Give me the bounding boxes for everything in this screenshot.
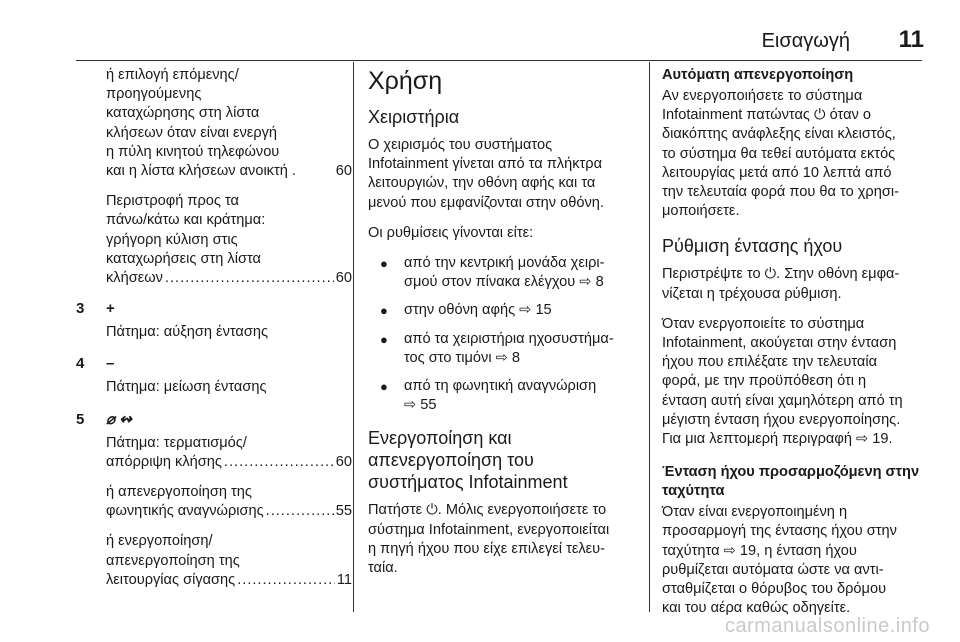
toc-dots	[165, 269, 334, 288]
bullet-item	[368, 377, 634, 415]
title-line: Ένταση ήχου προσαρμοζόμενη στην	[662, 464, 920, 481]
title-line: απενεργοποίηση του	[368, 450, 534, 471]
text-line: πάνω/κάτω και κράτημα:	[106, 212, 266, 229]
text-line: προσαρμογή της έντασης ήχου στην	[662, 523, 897, 540]
toc-text: απόρριψη κλήσης	[106, 453, 222, 470]
page-number: 11	[898, 26, 924, 53]
item-number: 4	[76, 355, 85, 373]
paragraph	[662, 87, 930, 221]
text-line: Περιστρέψτε το ⏻. Στην οθόνη εμφα-	[662, 266, 900, 283]
text-line: Infotainment πατώντας ⏻ όταν ο	[662, 107, 871, 124]
text-line[interactable]: ⇨ 55	[404, 397, 437, 414]
text-line: ● από τα χειριστήρια ηχοσυστήμα-	[404, 330, 614, 347]
toc-dots	[237, 571, 335, 590]
text-line: νίζεται η τρέχουσα ρύθμιση.	[662, 285, 842, 302]
text-line: Ο χειρισμός του συστήματος	[368, 137, 553, 153]
item-number: 5	[76, 410, 85, 428]
toc-line	[106, 162, 352, 181]
text-line: φορά, με την προϋπόθεση ότι η	[662, 373, 867, 390]
text-line: διακόπτης ανάφλεξης είναι κλειστός,	[662, 126, 896, 143]
text-line[interactable]: ● στην οθόνη αφής ⇨ 15	[404, 302, 552, 319]
toc-text: κλήσεων	[106, 270, 163, 287]
text-line: Περιστροφή προς τα	[106, 193, 239, 210]
text-line: γρήγορη κύλιση στις	[106, 231, 238, 248]
text-line: ή απενεργοποίηση της	[106, 484, 252, 501]
paragraph	[662, 315, 930, 449]
bullet-item	[368, 301, 634, 320]
paragraph	[368, 501, 634, 578]
text-line: λειτουργίας μετά από 10 λεπτά από	[662, 164, 892, 181]
text-line: ● από τη φωνητική αναγνώριση	[404, 378, 597, 395]
text-line: η πύλη κινητού τηλεφώνου	[106, 143, 280, 160]
toc-page-ref[interactable]: 60	[335, 270, 352, 287]
text-line: Πάτημα: τερματισμός/	[106, 434, 247, 451]
text-line: Όταν ενεργοποιείτε το σύστημα	[662, 315, 865, 332]
toc-line	[106, 269, 352, 288]
column-divider-1	[353, 62, 354, 612]
item-5	[76, 410, 352, 590]
page-header	[0, 24, 960, 58]
paragraph	[662, 265, 930, 303]
header-title: Εισαγωγή	[761, 30, 850, 52]
section-title: Χρήση	[368, 67, 443, 95]
text-line: ένταση αυτή είναι χαμηλότερη από τη	[662, 392, 903, 409]
text-line[interactable]: ταχύτητα ⇨ 19, η ένταση ήχου	[662, 542, 857, 559]
toc-entry	[106, 532, 352, 590]
text-line: σύστημα Infotainment, ενεργοποιείται	[368, 521, 610, 538]
item-3	[76, 299, 352, 342]
toc-entry	[106, 434, 352, 472]
toc-text: λειτουργίας σίγασης	[106, 571, 236, 588]
text-line[interactable]: σμού στον πίνακα ελέγχου ⇨ 8	[404, 274, 604, 291]
text-line[interactable]: Για μια λεπτομερή περιγραφή ⇨ 19.	[662, 431, 893, 448]
column-divider-2	[649, 62, 650, 612]
subsection-title	[662, 463, 930, 501]
text-line: κλήσεων όταν είναι ενεργή	[106, 124, 278, 141]
text-line: Infotainment, ακούγεται στην ένταση	[662, 335, 897, 352]
text-line: Infotainment γίνεται από τα πλήκτρα	[368, 156, 603, 173]
watermark: carmanualsonline.info	[724, 615, 930, 637]
title-line: ταχύτητα	[662, 483, 725, 500]
text-line: σταθμίζεται ο θόρυβος του δρόμου	[662, 581, 887, 598]
toc-dots	[266, 502, 334, 521]
column-1	[76, 66, 352, 601]
toc-dots	[224, 453, 334, 472]
text-line: μέγιστη ένταση ήχου ενεργοποίησης.	[662, 411, 901, 428]
subsection-title: Ρύθμιση έντασης ήχου	[662, 236, 843, 257]
toc-line	[106, 571, 352, 590]
item-text: Πάτημα: αύξηση έντασης	[106, 324, 269, 341]
text-line: λειτουργιών, την οθόνη αφής και τα	[368, 175, 596, 192]
toc-line	[106, 502, 352, 521]
text-line[interactable]: τος στο τιμόνι ⇨ 8	[404, 349, 521, 366]
toc-text: φωνητικής αναγνώρισης	[106, 503, 264, 520]
text-line: προηγούμενης	[106, 86, 202, 103]
subsection-title: Χειριστήρια	[368, 107, 460, 127]
toc-entry	[106, 192, 352, 288]
title-line: συστήματος Infotainment	[368, 472, 568, 493]
bullet-item	[368, 330, 634, 368]
text-line: ήχου που επιλέξατε την τελευταία	[662, 354, 878, 371]
text-line: ή επιλογή επόμενης/	[106, 67, 239, 83]
item-symbol: –	[106, 355, 115, 373]
column-2	[368, 66, 634, 589]
column-3	[662, 66, 930, 629]
toc-line	[106, 453, 352, 472]
text-line: ή ενεργοποίηση/	[106, 533, 213, 550]
toc-page-ref[interactable]: 55	[335, 503, 352, 520]
text-line: το σύστημα θα τεθεί αυτόματα εκτός	[662, 145, 896, 162]
text-line: ● από την κεντρική μονάδα χειρι-	[404, 255, 605, 272]
item-4	[76, 354, 352, 397]
item-body	[106, 410, 352, 590]
text-line: μενού που εμφανίζονται στην οθόνη.	[368, 194, 604, 211]
text-line: μοποιήσετε.	[662, 203, 740, 220]
toc-entry	[106, 483, 352, 521]
text-line: η πηγή ήχου που είχε επιλεγεί τελευ-	[368, 540, 605, 557]
bullet-item	[368, 254, 634, 292]
paragraph: Οι ρυθμίσεις γίνονται είτε:	[368, 224, 534, 241]
toc-page-ref[interactable]: 60	[335, 163, 352, 180]
text-line: ρυθμίζεται αυτόματα ώστε να αντι-	[662, 561, 884, 578]
toc-page-ref[interactable]: 60	[335, 453, 352, 470]
title-line: Ενεργοποίηση και	[368, 428, 512, 449]
item-number: 3	[76, 300, 85, 318]
text-line: καταχωρήσεις στη λίστα	[106, 250, 261, 267]
toc-entry	[106, 66, 352, 181]
text-line: Όταν είναι ενεργοποιημένη η	[662, 504, 848, 521]
text-line: ταία.	[368, 560, 398, 577]
item-symbol: +	[106, 300, 115, 318]
toc-text: και η λίστα κλήσεων ανοικτή .	[106, 163, 296, 180]
phone-hangup-icon: ⌀ ↭	[106, 410, 132, 428]
text-line: απενεργοποίηση της	[106, 552, 240, 569]
header-rule	[76, 60, 922, 61]
toc-page-ref[interactable]: 11	[336, 571, 352, 588]
item-text: Πάτημα: μείωση έντασης	[106, 379, 267, 396]
text-line: Πατήστε ⏻. Μόλις ενεργοποιήσετε το	[368, 502, 607, 519]
text-line: Αν ενεργοποιήσετε το σύστημα	[662, 88, 863, 104]
paragraph	[662, 503, 930, 618]
subsection-title	[368, 427, 634, 493]
subsection-title: Αυτόματη απενεργοποίηση	[662, 67, 854, 83]
text-line: την τελευταία φορά που θα το χρησι-	[662, 184, 899, 201]
text-line: και του αέρα καθώς οδηγείτε.	[662, 600, 851, 617]
paragraph	[368, 136, 634, 213]
text-line: καταχώρησης στη λίστα	[106, 105, 260, 122]
